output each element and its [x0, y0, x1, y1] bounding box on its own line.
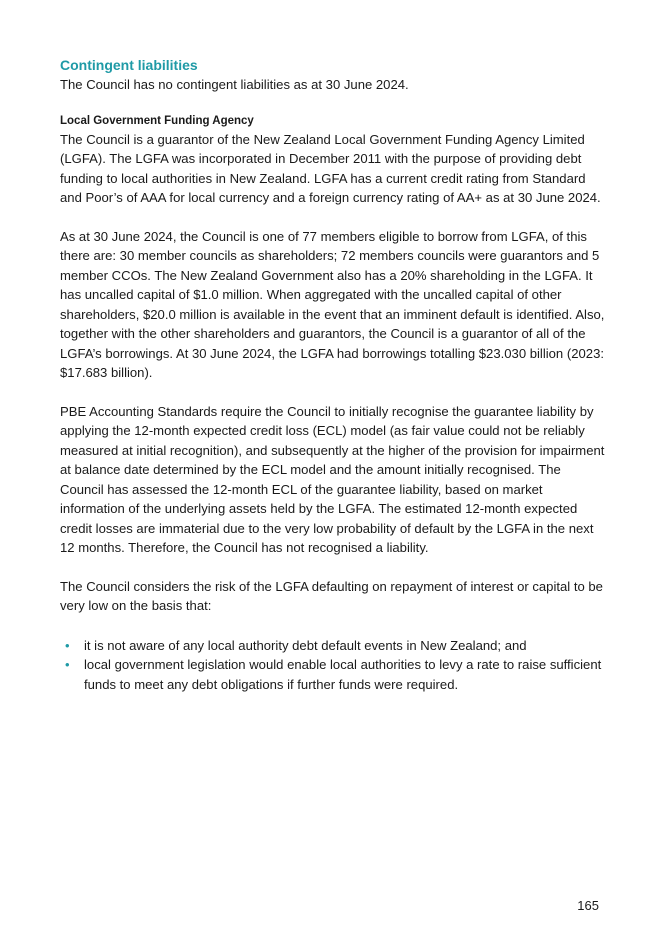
- list-item: [60, 655, 605, 694]
- intro-paragraph: The Council has no contingent liabilities as at 30 June 2024.: [60, 77, 409, 92]
- sub-heading: Local Government Funding Agency: [60, 114, 254, 127]
- section-heading: Contingent liabilities: [60, 57, 198, 73]
- paragraph-members: As at 30 June 2024, the Council is one of 77 members eligible to borrow from LGFA, of this there are: 30 member councils as shareholders; 72 members councils were guarantors and 5 member CCOs. The New Zealand Government also has a 20% shareholding in the LGFA. It has uncalled capital of $1.0 million. When aggregated with the uncalled capital of other shareholders, $20.0 million is available in the event that an imminent default is identified. Also, together with the other shareholders and guarantors, the Council is a guarantor of all of the LGFA’s borrowings. At 30 June 2024, the LGFA had borrowings totalling $23.030 billion (2023: $17.683 billion).: [60, 228, 605, 380]
- bullet-icon: •: [65, 657, 70, 672]
- page-number: 165: [577, 898, 599, 913]
- list-item: [60, 636, 605, 656]
- document-page: [60, 56, 605, 694]
- paragraph-guarantor: The Council is a guarantor of the New Zealand Local Government Funding Agency Limited (LGFA). The LGFA was incorporated in December 2011 with the purpose of providing debt funding to local authorities in New Zealand. LGFA has a current credit rating from Standard and Poor’s of AAA for local currency and a foreign currency rating of AA+ as at 30 June 2024.: [60, 131, 601, 205]
- paragraph-accounting-standards: PBE Accounting Standards require the Council to initially recognise the guarantee liability by applying the 12-month expected credit loss (ECL) model (as fair value could not be reliably measured at initial recognition), and subsequently at the higher of the provision for impairment at balance date determined by the ECL model and the amount initially recognised. The Council has assessed the 12-month ECL of the guarantee liability, based on market information of the underlying assets held by the LGFA. The estimated 12-month expected credit losses are immaterial due to the very low probability of default by the LGFA in the next 12 months. Therefore, the Council has not recognised a liability.: [60, 403, 605, 555]
- bullet-list: [60, 636, 605, 695]
- list-item-text: it is not aware of any local authority debt default events in New Zealand; and: [84, 637, 527, 653]
- paragraph-risk: The Council considers the risk of the LGFA defaulting on repayment of interest or capital to be very low on the basis that:: [60, 578, 603, 613]
- bullet-icon: •: [65, 637, 70, 653]
- list-item-text: local government legislation would enable local authorities to levy a rate to raise sufficient funds to meet any debt obligations if further funds were required.: [84, 657, 602, 692]
